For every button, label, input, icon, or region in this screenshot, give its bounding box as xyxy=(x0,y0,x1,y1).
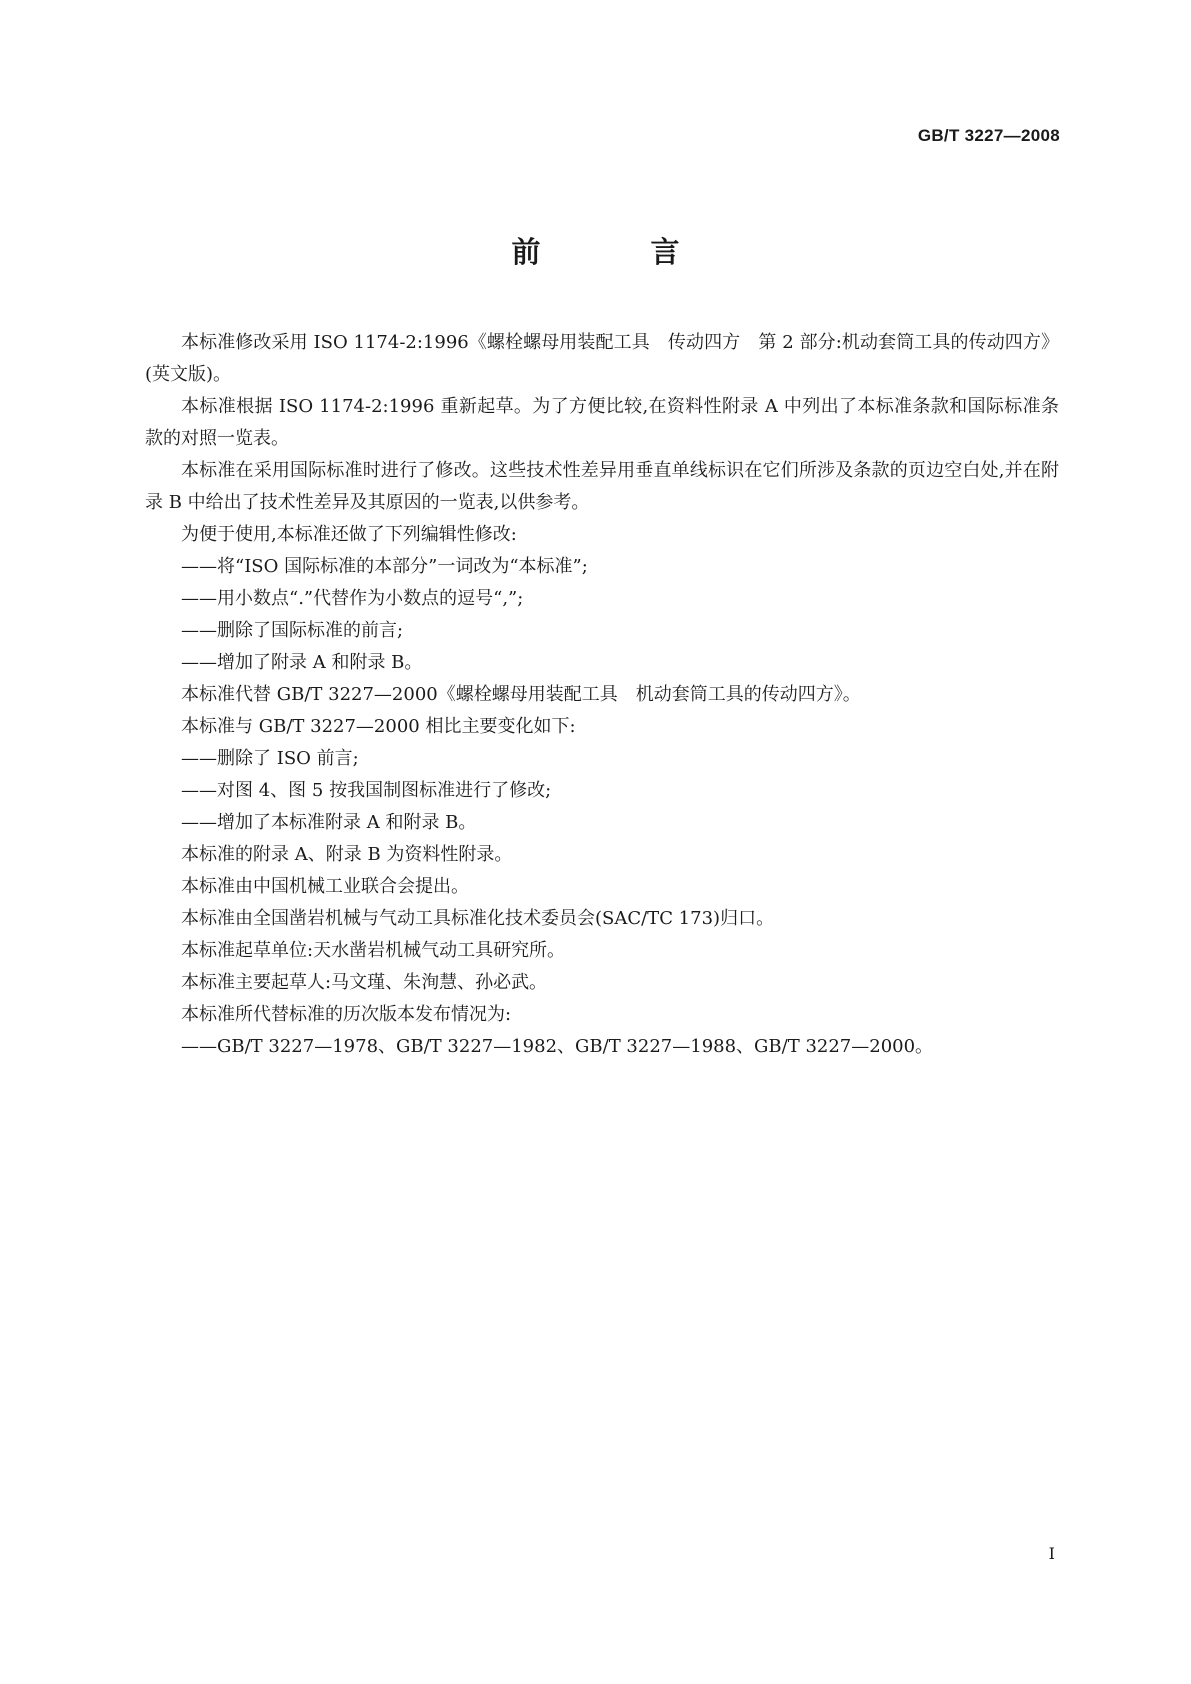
paragraph: 本标准的附录 A、附录 B 为资料性附录。 xyxy=(181,844,513,865)
paragraph: 本标准所代替标准的历次版本发布情况为: xyxy=(181,1004,512,1025)
list-item: ——删除了国际标准的前言; xyxy=(181,620,404,641)
page-number: I xyxy=(1048,1544,1055,1563)
list-item: ——增加了附录 A 和附录 B。 xyxy=(181,652,423,673)
list-item: ——删除了 ISO 前言; xyxy=(181,748,359,769)
paragraph: 本标准代替 GB/T 3227—2000《螺栓螺母用装配工具 机动套筒工具的传动四方》。 xyxy=(181,684,861,705)
paragraph: 为便于使用,本标准还做了下列编辑性修改: xyxy=(181,524,517,545)
paragraph: 本标准由全国凿岩机械与气动工具标准化技术委员会(SAC/TC 173)归口。 xyxy=(181,908,775,929)
list-item: ——增加了本标准附录 A 和附录 B。 xyxy=(181,812,477,833)
paragraph: 本标准主要起草人:马文瑾、朱洵慧、孙必武。 xyxy=(181,972,548,993)
standard-number: GB/T 3227—2008 xyxy=(917,126,1060,145)
list-item: ——GB/T 3227—1978、GB/T 3227—1982、GB/T 3227—1988、GB/T 3227—2000。 xyxy=(181,1036,934,1057)
list-item: ——用小数点“.”代替作为小数点的逗号“,”; xyxy=(181,588,524,609)
list-item: ——将“ISO 国际标准的本部分”一词改为“本标准”; xyxy=(181,556,588,577)
paragraph: 本标准根据 ISO 1174-2:1996 重新起草。为了方便比较,在资料性附录 A 中列出了本标准条款和国际标准条款的对照一览表。 xyxy=(145,396,1059,449)
paragraph: 本标准修改采用 ISO 1174-2:1996《螺栓螺母用装配工具 传动四方 第 2 部分:机动套筒工具的传动四方》(英文版)。 xyxy=(145,332,1059,385)
page-title: 前 言 xyxy=(511,235,730,269)
paragraph: 本标准与 GB/T 3227—2000 相比主要变化如下: xyxy=(181,716,576,737)
foreword-body xyxy=(145,327,1059,1063)
paragraph: 本标准由中国机械工业联合会提出。 xyxy=(181,876,469,897)
list-item: ——对图 4、图 5 按我国制图标准进行了修改; xyxy=(181,780,552,801)
paragraph: 本标准在采用国际标准时进行了修改。这些技术性差异用垂直单线标识在它们所涉及条款的页边空白处,并在附录 B 中给出了技术性差异及其原因的一览表,以供参考。 xyxy=(145,460,1059,513)
paragraph: 本标准起草单位:天水凿岩机械气动工具研究所。 xyxy=(181,940,566,961)
